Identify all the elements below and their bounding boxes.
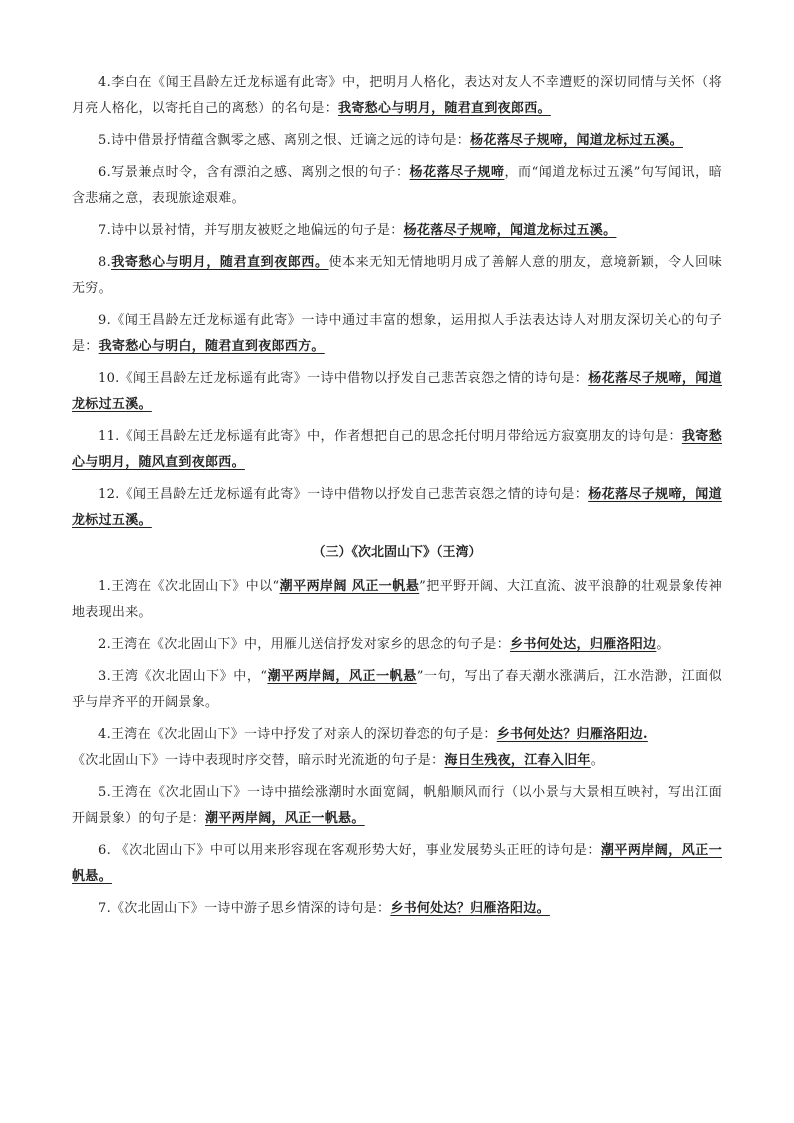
- list-item: 8.我寄愁心与明月，随君直到夜郎西。使本来无知无情地明月成了善解人意的朋友，意境新颖，令人回味无穷。: [72, 255, 722, 296]
- answer-text: 潮平两岸阔 风正一帆悬: [279, 579, 420, 594]
- list-item: 《次北固山下》一诗中表现时序交替，暗示时光流逝的句子是：海日生残夜，江春入旧年。: [72, 753, 605, 768]
- list-item: 2.王湾在《次北固山下》中，用雁儿送信抒发对家乡的思念的句子是：乡书何处达，归雁洛阳边。: [98, 637, 670, 652]
- answer-text: 杨花落尽子规啼，闻道龙标过五溪。: [403, 223, 617, 238]
- list-item: 4.李白在《闻王昌龄左迁龙标遥有此寄》中，把明月人格化，表达对友人不幸遭贬的深切同情与关怀（将月亮人格化，以寄托自己的离愁）的名句是：我寄愁心与明月，随君直到夜郎西。: [72, 75, 722, 116]
- answer-text: 潮平两岸阔，风正一帆悬: [267, 669, 417, 684]
- answer-text: 杨花落尽子规啼: [409, 165, 505, 180]
- list-item: 9.《闻王昌龄左迁龙标遥有此寄》一诗中通过丰富的想象，运用拟人手法表达诗人对朋友深切关心的句子是：我寄愁心与明白，随君直到夜郎西方。: [72, 313, 722, 354]
- answer-text: 我寄愁心与明白，随君直到夜郎西方。: [98, 339, 325, 354]
- answer-text: 我寄愁心与明月，随风直到夜郎西。: [72, 429, 722, 470]
- answer-text: 乡书何处达，归雁洛阳边: [510, 637, 657, 652]
- list-item: 5.王湾在《次北固山下》一诗中描绘涨潮时水面宽阔，帆船顺风而行（以小景与大景相互映衬，写出江面开阔景象）的句子是：潮平两岸阔，风正一帆悬。: [72, 785, 722, 826]
- list-item: 11.《闻王昌龄左迁龙标遥有此寄》中，作者想把自己的思念托付明月带给远方寂寞朋友的诗句是：我寄愁心与明月，随风直到夜郎西。: [72, 429, 722, 470]
- list-item: 7.《次北固山下》一诗中游子思乡情深的诗句是：乡书何处达？归雁洛阳边。: [98, 901, 550, 916]
- list-item: 12.《闻王昌龄左迁龙标遥有此寄》一诗中借物以抒发自己悲苦哀怨之情的诗句是：杨花落尽子规啼，闻道龙标过五溪。: [72, 487, 722, 528]
- answer-text: 杨花落尽子规啼，闻道龙标过五溪。: [470, 133, 683, 148]
- list-item: 10.《闻王昌龄左迁龙标遥有此寄》一诗中借物以抒发自己悲苦哀怨之情的诗句是：杨花落尽子规啼，闻道龙标过五溪。: [72, 371, 722, 412]
- answer-text: 杨花落尽子规啼，闻道龙标过五溪。: [72, 487, 722, 528]
- list-item: 7.诗中以景衬情，并写朋友被贬之地偏远的句子是：杨花落尽子规啼，闻道龙标过五溪。: [98, 223, 617, 238]
- list-item: 4.王湾在《次北固山下》一诗中抒发了对亲人的深切眷恋的句子是：乡书何处达？归雁洛阳边.: [98, 727, 648, 742]
- answer-text: 杨花落尽子规啼，闻道龙标过五溪。: [72, 371, 722, 412]
- list-item: 6.写景兼点时令，含有漂泊之感、离别之恨的句子：杨花落尽子规啼，而“闻道龙标过五溪”句写闻讯，暗含悲痛之意，表现旅途艰难。: [72, 165, 722, 206]
- answer-text: 潮平两岸阔，风正一帆悬。: [205, 811, 365, 826]
- list-item: 5.诗中借景抒情蕴含飘零之感、离别之恨、迁谪之远的诗句是：杨花落尽子规啼，闻道龙标过五溪。: [98, 133, 683, 148]
- answer-text: 乡书何处达？归雁洛阳边.: [496, 727, 648, 742]
- answer-text: 乡书何处达？归雁洛阳边。: [390, 901, 550, 916]
- answer-text: 潮平两岸阔，风正一帆悬。: [72, 843, 722, 884]
- answer-text: 我寄愁心与明月，随君直到夜郎西。: [338, 101, 551, 116]
- answer-text: 海日生残夜，江春入旧年: [444, 753, 591, 768]
- section-heading: （三）《次北固山下》（王湾）: [312, 545, 482, 560]
- list-item: 3.王湾《次北固山下》中，“潮平两岸阔，风正一帆悬”一句，写出了春天潮水涨满后，江水浩渺，江面似乎与岸齐平的开阔景象。: [72, 669, 722, 710]
- list-item: 1.王湾在《次北固山下》中以“潮平两岸阔 风正一帆悬”把平野开阔、大江直流、波平浪静的壮观景象传神地表现出来。: [72, 579, 723, 620]
- list-item: 6. 《次北固山下》中可以用来形容现在客观形势大好，事业发展势头正旺的诗句是：潮平两岸阔，风正一帆悬。: [72, 843, 722, 884]
- answer-text: 我寄愁心与明月，随君直到夜郎西。: [111, 255, 329, 270]
